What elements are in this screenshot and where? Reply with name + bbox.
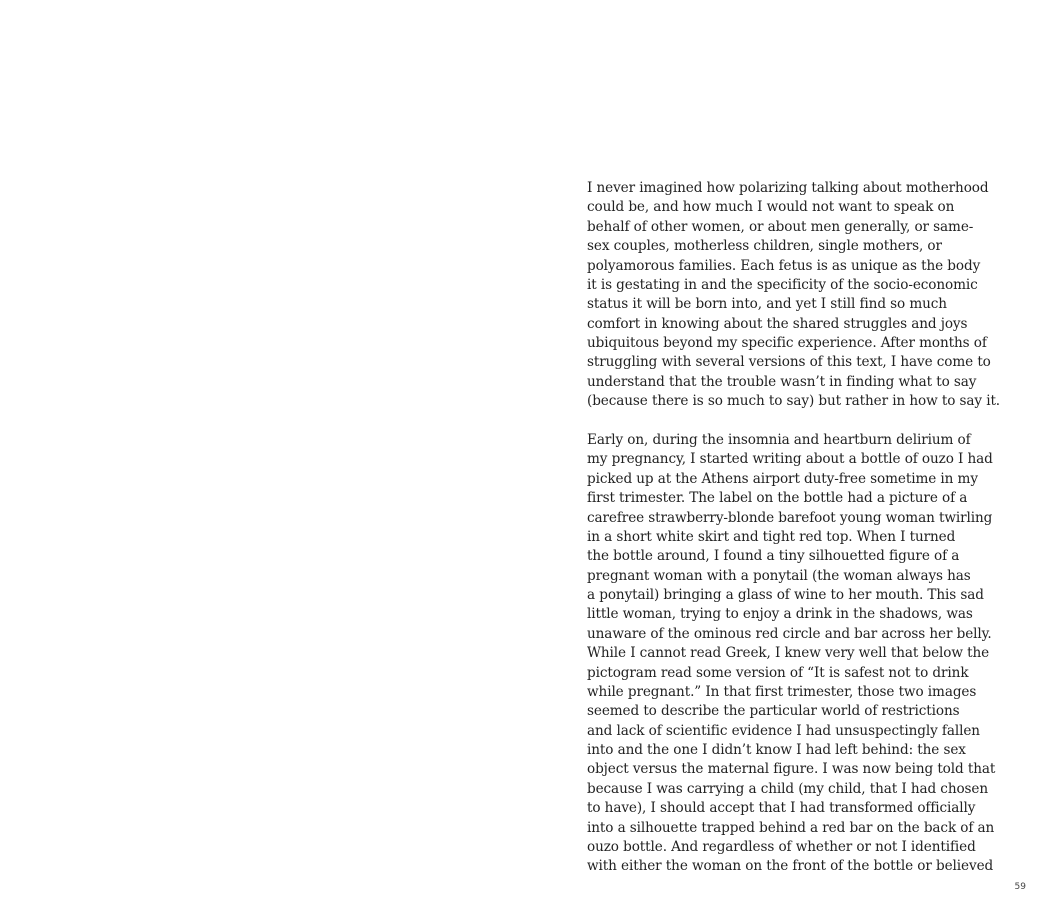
text-line: could be, and how much I would not want to speak on bbox=[587, 199, 955, 216]
text-line: behalf of other women, or about men generally, or same- bbox=[587, 218, 974, 235]
text-line: picked up at the Athens airport duty-free sometime in my bbox=[587, 470, 978, 487]
text-line: with either the woman on the front of the bottle or believed bbox=[587, 858, 994, 875]
text-line: unaware of the ominous red circle and bar across her belly. bbox=[587, 625, 992, 642]
text-line: (because there is so much to say) but rather in how to say it. bbox=[587, 393, 1001, 410]
page-number: 59 bbox=[1014, 882, 1026, 892]
text-line: into and the one I didn’t know I had left behind: the sex bbox=[587, 742, 966, 758]
text-line: object versus the maternal figure. I was now being told that bbox=[587, 761, 996, 778]
text-line: understand that the trouble wasn’t in finding what to say bbox=[587, 373, 977, 390]
text-line: comfort in knowing about the shared struggles and joys bbox=[587, 315, 968, 332]
text-line: while pregnant.” In that first trimester, those two images bbox=[587, 683, 977, 700]
text-line: polyamorous families. Each fetus is as unique as the body bbox=[587, 257, 981, 274]
text-line: struggling with several versions of this text, I have come to bbox=[587, 354, 991, 371]
text-line: first trimester. The label on the bottle had a picture of a bbox=[587, 490, 968, 507]
paragraph-2 bbox=[587, 431, 996, 877]
text-line: and lack of scientific evidence I had unsuspectingly fallen bbox=[587, 722, 980, 739]
text-line: ouzo bottle. And regardless of whether or not I identified bbox=[587, 838, 976, 855]
text-line: my pregnancy, I started writing about a bottle of ouzo I had bbox=[587, 451, 993, 468]
text-line: status it will be born into, and yet I still find so much bbox=[587, 296, 947, 313]
text-line: While I cannot read Greek, I knew very well that below the bbox=[587, 645, 990, 662]
text-line: it is gestating in and the specificity of the socio-economic bbox=[587, 276, 978, 293]
text-line: pregnant woman with a ponytail (the woman always has bbox=[587, 567, 971, 584]
text-line: pictogram read some version of “It is safest not to drink bbox=[587, 664, 969, 681]
text-line: seemed to describe the particular world of restrictions bbox=[587, 703, 960, 720]
text-line: into a silhouette trapped behind a red bar on the back of an bbox=[587, 819, 995, 836]
text-line: I never imagined how polarizing talking about motherhood bbox=[587, 180, 989, 196]
text-line: Early on, during the insomnia and heartburn delirium of bbox=[587, 432, 971, 448]
text-line: ubiquitous beyond my specific experience. After months of bbox=[587, 335, 987, 351]
text-line: little woman, trying to enjoy a drink in the shadows, was bbox=[587, 606, 973, 623]
text-line: in a short white skirt and tight red top. When I turned bbox=[587, 528, 956, 545]
text-line: to have), I should accept that I had transformed officially bbox=[587, 800, 976, 817]
text-line: sex couples, motherless children, single mothers, or bbox=[587, 238, 942, 255]
text-line: carefree strawberry-blonde barefoot young woman twirling bbox=[587, 509, 993, 526]
right-page bbox=[526, 0, 1052, 912]
text-line: a ponytail) bringing a glass of wine to her mouth. This sad bbox=[587, 587, 984, 603]
paragraph-1 bbox=[587, 179, 1001, 412]
text-line: because I was carrying a child (my child, that I had chosen bbox=[587, 780, 989, 797]
text-line: the bottle around, I found a tiny silhouetted figure of a bbox=[587, 548, 960, 565]
